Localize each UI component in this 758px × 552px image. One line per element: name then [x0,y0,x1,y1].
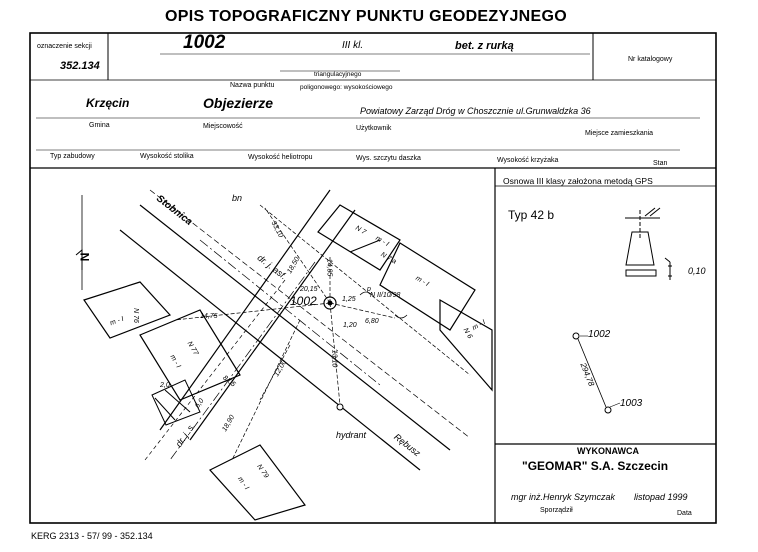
network-option-1: triangulacyjnego [314,71,362,78]
bn-label: bn [232,193,243,203]
building-n7: N 7 [353,224,367,237]
zamieszkanie-label: Miejsce zamieszkania [585,130,654,137]
stolik-label: Wysokość stolika [140,153,194,160]
point-class: III kl. [342,40,364,51]
typ-label: Typ zabudowy [50,153,95,160]
contractor-name: "GEOMAR" S.A. Szczecin [522,459,669,473]
dist-1310: 13,10 [330,349,338,368]
surveyor-name: mgr inż.Henryk Szymczak [511,492,616,502]
miejscowosc-label: Miejscowość [203,123,243,130]
dist-1485: 14,85 [325,258,333,277]
stabilization: bet. z rurką [455,40,514,52]
topographic-sketch [0,168,495,523]
section-value: 352.134 [60,60,100,72]
krzyzak-label: Wysokość krzyżaka [497,157,559,164]
point-number: 1002 [183,32,226,53]
mark-label: N II/10/98 [370,292,401,299]
station-1002: 1002 [588,329,611,340]
catalog-label: Nr katalogowy [628,56,673,63]
building-n77: N 77 [185,340,200,357]
building-n7-m: m - I [374,234,390,249]
page-title: OPIS TOPOGRAFICZNY PUNKTU GEODEZYJNEGO [165,8,567,25]
osnowa-label: Osnowa III klasy założona metodą GPS [503,176,653,186]
hydrant-label: hydrant [336,430,367,440]
building-n79-m: m - I [236,475,250,492]
dist-125: 1,25 [342,296,356,303]
point-label-map: 1002 [290,294,317,308]
rebusz-label: Rębusz [392,431,423,459]
stabilization-drawing [495,186,716,444]
point-name-label: Nazwa punktu [230,82,275,89]
building-n6-m: m - I [471,318,487,333]
dist-60: 6,0 [194,397,206,410]
heliotrop-label: Wysokość heliotropu [248,154,313,161]
dist-1475: 14,75 [200,313,218,320]
building-n76: N 76 [131,308,139,323]
building-n7a: N 7 a [379,251,398,266]
daszek-label: Wys. szczytu daszka [356,155,421,162]
building-n76-m: m - I [109,315,125,328]
stobnica-label: Stobnica [154,193,195,228]
dist-2015: 20,15 [300,286,318,293]
type-label: Typ 42 b [508,208,555,222]
dist-805: 8,05 [221,374,237,389]
station-1003: 1003 [620,398,643,409]
north-label: N [77,252,92,262]
dist-20: 2,0 [160,382,170,389]
gmina-label: Gmina [89,122,110,129]
p-label: p [367,286,371,293]
data-label: Data [677,510,692,517]
sporzadzil-label: Sporządził [540,507,573,514]
dist-120: 1,20 [343,322,357,329]
uzytkownik-value: Powiatowy Zarząd Dróg w Choszcznie ul.Grunwaldzka 36 [360,106,591,116]
road2-label: dr. j. s. [173,421,198,449]
miejscowosc-value: Objezierze [203,95,274,111]
stan-label: Stan [653,160,668,167]
contractor-label: WYKONAWCA [577,446,639,456]
road-label: dr. j. asf. [255,252,289,282]
dist-680: 6,80 [365,318,379,325]
dist-1850: 18,50 [286,256,302,275]
survey-date: listopad 1999 [634,492,688,502]
gmina-value: Krzęcin [86,96,130,110]
section-label: oznaczenie sekcji [37,43,92,50]
dist-3310: 33,10 [269,220,284,239]
building-n77-m: m - I [168,353,182,370]
building-n79: N 79 [255,463,270,480]
dim-label: 0,10 [688,266,706,276]
network-option-2: poligonowego: wysokościowego [300,84,393,91]
uzytkownik-label: Użytkownik [356,125,392,132]
dist-1200: 12,00 [273,359,289,378]
building-n7a-m: m - I [414,274,430,289]
footer-kerg: KERG 2313 - 57/ 99 - 352.134 [31,531,153,541]
dist-1890: 18,90 [221,414,237,433]
baseline-distance: 294,78 [578,361,596,388]
building-n6: N 6 [461,327,474,340]
